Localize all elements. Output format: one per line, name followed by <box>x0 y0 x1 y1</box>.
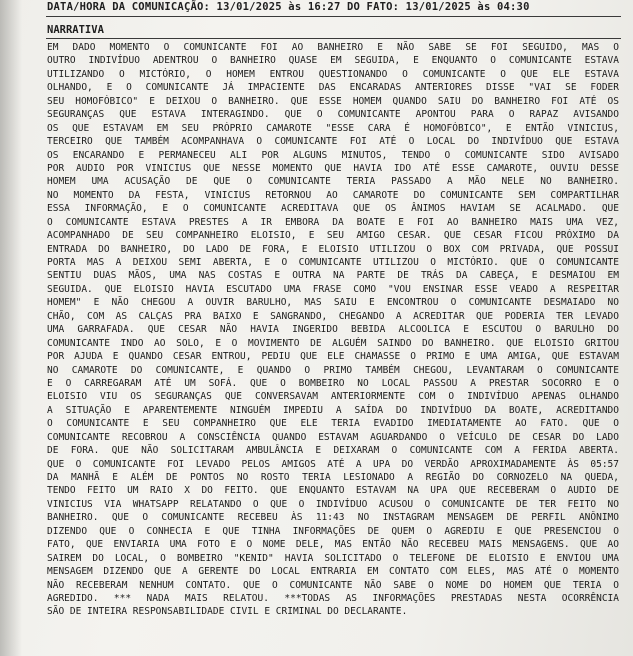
narrative-line: BANHEIRO. QUE O COMUNICANTE RECEBEU ÀS 11:43 NO INSTAGRAM MENSAGEM DE PERFIL ANÔNIMO <box>47 512 619 524</box>
narrative-line: QUE O COMUNICANTE FOI LEVADO PELOS AMIGOS ATÉ A UPA DO VERDÃO APROXIMADAMENTE ÀS 05:57 <box>47 458 619 470</box>
datetime-header: DATA/HORA DA COMUNICAÇÃO: 13/01/2025 às 16:27 DO FATO: 13/01/2025 às 04:30 <box>47 1 530 13</box>
narrative-line: OS QUE ESTAVAM EM SEU PRÓPRIO CAMAROTE "ESSE CARA É HOMOFÓBICO", E ENTÃO VINICIUS, <box>47 122 619 134</box>
narrative-line: UTILIZANDO O MICTÓRIO, O HOMEM ENTROU QUESTIONANDO O COMUNICANTE O QUE ELE ESTAVA <box>47 68 619 80</box>
narrative-line: OUTRO INDIVÍDUO ADENTROU O BANHEIRO QUASE EM SEGUIDA, E ENQUANTO O COMUNICANTE ESTAVA <box>47 55 619 67</box>
narrative-line: SEU HOMOFÓBICO" E DEIXOU O BANHEIRO. QUE ESSE HOMEM QUANDO SAIU DO BANHEIRO FOI ATÉ OS <box>47 95 619 107</box>
narrative-line: DA MANHÃ E ALÉM DE PONTOS NO ROSTO TERIA LESIONADO A REGIÃO DO CORNOZELO NA QUEDA, <box>47 472 619 483</box>
section-title: NARRATIVA <box>47 24 104 36</box>
narrative-line: NO CAMAROTE DO COMUNICANTE, E QUANDO O PRIMO TAMBÉM CHEGOU, LEVANTARAM O COMUNICANTE <box>47 364 619 376</box>
narrative-line: AGREDIDO. *** NADA MAIS RELATOU. ***TODAS AS INFORMAÇÕES PRESTADAS NESTA OCORRÊNCIA <box>47 592 619 604</box>
narrative-line: POR AJUDA E QUANDO CESAR ENTROU, PEDIU QUE ELE CHAMASSE O PRIMO E UMA AMIGA, QUE ESTAVAM <box>47 351 619 363</box>
narrative-line: SEGUIDA. QUE ELOISIO HAVIA ESCUTADO UMA FRASE COMO "VOU ENSINAR ESSE VEADO A RESPEITAR <box>47 283 619 295</box>
page-edge-shadow <box>0 0 22 656</box>
narrative-line: TERCEIRO QUE TAMBÉM ACOMPANHAVA O COMUNICANTE FOI ATÉ O LOCAL DO INDIVÍDUO QUE ESTAVA <box>47 136 619 148</box>
section-divider <box>46 38 621 39</box>
narrative-line: ESSA INFORMAÇÃO, E O COMUNICANTE ACREDITAVA QUE OS ÂNIMOS HAVIAM SE ACALMADO. QUE <box>47 203 619 215</box>
narrative-line: DE FORA. QUE NÃO SOLICITARAM AMBULÂNCIA E DEIXARAM O COMUNICANTE COM A FERIDA ABERTA. <box>47 445 619 457</box>
narrative-line: POR AUDIO POR VINICIUS QUE NESSE MOMENTO QUE HAVIA IDO ATÉ ESSE CAMAROTE, OUVIU DESSE <box>47 162 619 174</box>
narrative-line: COMUNICANTE INDO AO SOLO, E O MOVIMENTO DE ALGUÉM SAINDO DO BANHEIRO. QUE ELOISIO GRITOU <box>47 337 619 349</box>
narrative-line: HOMEM UMA ACUSAÇÃO DE QUE O COMUNICANTE TERIA PASSADO A MÃO NELE NO BANHEIRO. <box>47 176 619 188</box>
narrative-line: SAIREM DO LOCAL, O BOMBEIRO "KENID" HAVIA SOLICITADO O TELEFONE DE ELOISIO E ENVIOU UMA <box>47 552 619 564</box>
narrative-line: ELOISIO VIU OS SEGURANÇAS QUE CONVERSAVAM ANTERIORMENTE COM O INDIVÍDUO APENAS OLHANDO <box>47 391 619 403</box>
narrative-line: DIZENDO QUE O CONHECIA E QUE TINHA INFORMAÇÕES DE QUEM O AGREDIU E QUE PRESENCIOU O <box>47 525 619 537</box>
narrative-line: FATO, QUE ENVIARIA UMA FOTO E O NOME DELE, MAS ENTÃO NÃO RECEBEU MAIS MENSAGENS. QUE AO <box>47 539 619 551</box>
narrative-line: A SITUAÇÃO E APARENTEMENTE NINGUÉM IMPEDIU A SAÍDA DO INDIVÍDUO DA BOATE, ACREDITANDO <box>47 404 619 416</box>
narrative-line: E O CARREGARAM ATÉ UM SOFÁ. QUE O BOMBEIRO NO LOCAL PASSOU A PRESTAR SOCORRO E O <box>47 377 619 389</box>
narrative-line: OLHANDO, E O COMUNICANTE JÁ IMPACIENTE DAS ENCARADAS ANTERIORES DISSE "VAI SE FODER <box>47 82 619 94</box>
narrative-line: SEGURANÇAS QUE ESTAVA INTERAGINDO. QUE O COMUNICANTE APONTOU PARA O RAPAZ AVISANDO <box>47 109 619 121</box>
narrative-line: TENDO FEITO UM RAIO X DO FEITO. QUE ENQUANTO ESTAVAM NA UPA QUE RECEBERAM O AUDIO DE <box>47 485 619 497</box>
narrative-line: SENTIU DUAS MÃOS, UMA NAS COSTAS E OUTRA NA PARTE DE TRÁS DA CABEÇA, E DESMAIOU EM <box>47 270 619 282</box>
narrative-line: CHÃO, COM AS CALÇAS PRA BAIXO E SANGRANDO, CHEGANDO A ACREDITAR QUE PODERIA TER LEVADO <box>47 310 619 322</box>
narrative-line: HOMEM" E NÃO CHEGOU A OUVIR BARULHO, MAS SAIU E ENCONTROU O COMUNICANTE DESMAIADO NO <box>47 297 619 309</box>
narrative-line: NO MOMENTO DA FESTA, VINICIUS RETORNOU AO CAMAROTE DO COMUNICANTE SEM COMPARTILHAR <box>47 189 619 201</box>
narrative-line: PORTA MAS A DEIXOU SEMI ABERTA, E O COMUNICANTE UTILIZOU O MICTÓRIO. QUE O COMUNICANTE <box>47 257 619 268</box>
narrative-line: ACOMPANHADO DE SEU COMPANHEIRO ELOISIO, E SEU AMIGO CESAR. QUE CESAR FICOU PRÓXIMO DA <box>47 230 619 242</box>
narrative-line: OS ENCARANDO E PERMANECEU ALI POR ALGUNS MINUTOS, TENDO O COMUNICANTE SIDO AVISADO <box>47 149 619 161</box>
narrative-body <box>47 41 619 619</box>
header-divider <box>46 16 621 17</box>
narrative-line: ENTRADA DO BANHEIRO, DO LADO DE FORA, E ELOISIO UTILIZOU O BOX COM PRIVADA, QUE POSSUI <box>47 243 619 255</box>
narrative-line: O COMUNICANTE E SEU COMPANHEIRO QUE ELE TERIA EVADIDO IMEDIATAMENTE AO FATO. QUE O <box>47 418 619 430</box>
narrative-line: COMUNICANTE RECOBROU A CONSCIÊNCIA QUANDO ESTAVAM AGUARDANDO O VEÍCULO DE CESAR DO LADO <box>47 431 619 443</box>
narrative-line: NÃO RECEBERAM NENHUM CONTATO. QUE O COMUNICANTE NÃO SABE O NOME DO HOMEM QUE TERIA O <box>47 579 619 591</box>
narrative-line: O COMUNICANTE ESTAVA PRESTES A IR EMBORA DA BOATE E FOI AO BANHEIRO MAIS UMA VEZ, <box>47 216 619 228</box>
narrative-line: UMA GARRAFADA. QUE CESAR NÃO HAVIA INGERIDO BEBIDA ALCOOLICA E ESCUTOU O BARULHO DO <box>47 324 619 336</box>
narrative-line: SÃO DE INTEIRA RESPONSABILIDADE CIVIL E CRIMINAL DO DECLARANTE. <box>47 606 408 618</box>
narrative-line: MENSAGEM DIZENDO QUE A GERENTE DO LOCAL ENTRARIA EM CONTATO COM ELES, MAS ATÉ O MOMENTO <box>47 566 619 578</box>
narrative-line: VINICIUS VIA WHATSAPP RELATANDO O QUE O INDIVÍDUO ACUSOU O COMUNICANTE DE TER FEITO NO <box>47 498 619 510</box>
narrative-line: EM DADO MOMENTO O COMUNICANTE FOI AO BANHEIRO E NÃO SABE SE FOI SEGUIDO, MAS O <box>47 42 619 53</box>
